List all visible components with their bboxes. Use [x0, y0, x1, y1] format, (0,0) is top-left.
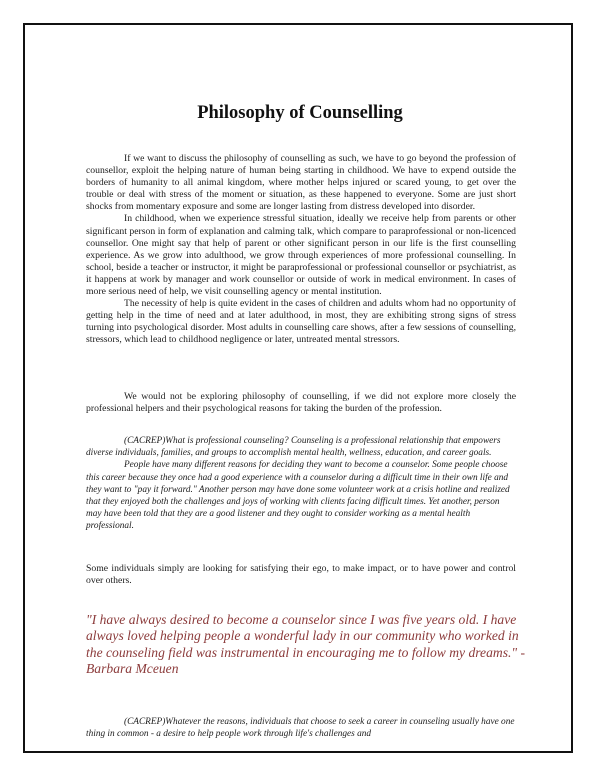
cacrep-section — [86, 435, 516, 533]
italic-paragraph: (CACREP)What is professional counseling? Counseling is a professional relationship that empowers diverse individuals, families, and groups to accomplish mental health, wellness, education, and career goals. — [86, 436, 501, 459]
paragraph: We would not be exploring philosophy of counselling, if we did not explore more closely the professional helpers and their psychological reasons for taking the burden of the profession. — [86, 391, 516, 415]
closing-section — [86, 716, 516, 740]
intro-section — [86, 153, 516, 347]
testimonial-quote: "I have always desired to become a counselor since I was five years old. I have always loved helping people a wonderful lady in our community who worked in the counseling field was instrumental in encouraging me to follow my dreams." -Barbara Mceuen — [86, 612, 526, 676]
italic-paragraph: People have many different reasons for deciding they want to become a counselor. Some people choose this career because they once had a good experience with a counselor during a difficult time in their own life and they want to "pay it forward." Another person may have done some volunteer work at a crisis hotline and realized that they enjoyed both the challenges and joys of working with clients facing difficult times. Yet another, person may have been told that they are a good listener and they ought to consider working as a mental health professional. — [86, 460, 510, 532]
ego-section — [86, 563, 516, 587]
paragraph: The necessity of help is quite evident in the cases of children and adults whom had no opportunity of getting help in the time of need and at later adulthood, in most, they are exhibiting strong signs of stress turning into psychological disorder. Most adults in counselling care shows, after a few sessions of counselling, stressors, which lead to childhood negligence or later, untreated mental stressors. — [86, 298, 516, 346]
paragraph: If we want to discuss the philosophy of counselling as such, we have to go beyond the profession of counsellor, exploit the helping nature of human being starting in childhood. We have to expend outside the borders of humanity to all animal kingdom, where mother helps injured or scared young, to get over the trouble or deal with stress of the moment or situation, as these happened to everyone. Some are just short shocks from momentary exposure and some are longer lasting from distress developed into disorder. — [86, 153, 516, 213]
page-title: Philosophy of Counselling — [197, 103, 403, 123]
paragraph: In childhood, when we experience stressful situation, ideally we receive help from parents or other significant person in form of explanation and calming talk, which compare to paraprofessional or non-licenced counsellor. One might say that help of parent or other significant person in our life is the first counselling experience. As we grow into adulthood, we grow through experiences of more professional counselling. In school, beside a teacher or instructor, it might be paraprofessional or professional counsellor or psychiatrist, as it happens at work by manager and work counsellor or outside of work in medical environment. In cases of more serious need of help, we visit counselling agency or mental institution. — [86, 213, 516, 298]
helpers-section — [86, 391, 516, 415]
paragraph: Some individuals simply are looking for satisfying their ego, to make impact, or to have power and control over others. — [86, 563, 516, 587]
italic-paragraph: (CACREP)Whatever the reasons, individuals that choose to seek a career in counseling usually have one thing in common - a desire to help people work through life's challenges and — [86, 717, 515, 740]
